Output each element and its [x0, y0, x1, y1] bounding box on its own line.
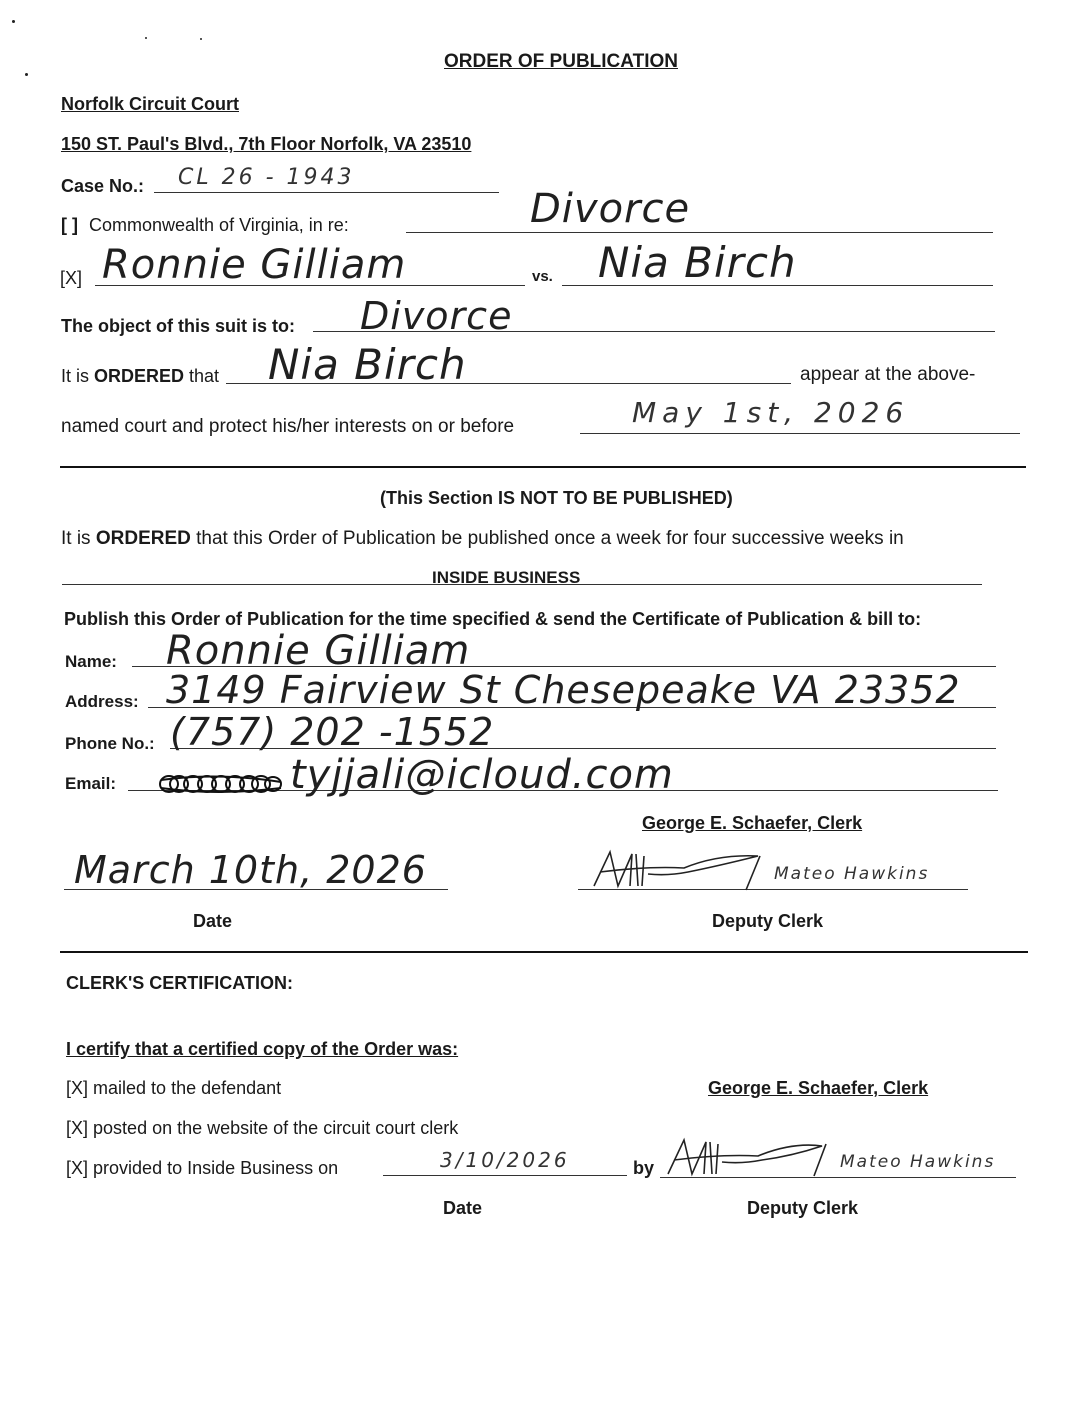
deputy-name: Mateo Hawkins — [774, 864, 930, 884]
checkbox-mailed[interactable]: [X] — [66, 1078, 89, 1098]
certify-text: I certify that a certified copy of the Order was: — [66, 1039, 459, 1059]
commonwealth-line — [406, 232, 993, 233]
not-published-heading: (This Section IS NOT TO BE PUBLISHED) — [380, 488, 733, 508]
case-number-line — [154, 192, 499, 193]
commonwealth-checkbox[interactable] — [61, 215, 78, 236]
scribbled-out-mark — [157, 770, 287, 798]
case-number-label: Case No.: — [61, 176, 145, 196]
commonwealth-checkbox-mark: [ ] — [61, 215, 78, 235]
address-value[interactable]: 3149 Fairview St Chesepeake VA 23352 — [166, 668, 961, 712]
certification-deputy-name: Mateo Hawkins — [840, 1152, 996, 1172]
deputy-signature — [588, 846, 768, 894]
provided-date-line — [383, 1175, 627, 1176]
appear-text: appear at the above- — [800, 364, 976, 385]
name-label: Name: — [65, 652, 117, 671]
named-court-text: named court and protect his/her interests on or before — [61, 416, 515, 437]
commonwealth-value[interactable]: Divorce — [530, 186, 691, 232]
certify-item-posted[interactable] — [66, 1118, 458, 1139]
certification-deputy-label: Deputy Clerk — [747, 1198, 859, 1218]
ordered-sentence: It is ORDERED that — [61, 366, 220, 386]
certification-divider — [60, 951, 1028, 953]
email-value[interactable]: tyjjali@icloud.com — [290, 752, 674, 798]
provided-date[interactable]: 3/10/2026 — [440, 1148, 570, 1172]
object-value[interactable]: Divorce — [360, 294, 513, 338]
certification-clerk-name: George E. Schaefer, Clerk — [708, 1078, 929, 1098]
certify-item-posted-label: posted on the website of the circuit court clerk — [93, 1118, 459, 1138]
appear-date[interactable]: May 1st, 2026 — [632, 396, 910, 429]
scan-speck — [25, 73, 28, 76]
certify-item-provided[interactable] — [66, 1158, 338, 1179]
scan-speck — [200, 38, 202, 40]
by-label: by — [633, 1158, 655, 1178]
certification-heading: CLERK'S CERTIFICATION: — [66, 973, 293, 993]
scan-speck — [12, 20, 15, 23]
address-label: Address: — [65, 692, 139, 711]
party-checkbox-mark: [X] — [60, 268, 83, 288]
commonwealth-label: Commonwealth of Virginia, in re: — [89, 215, 349, 235]
name-value[interactable]: Ronnie Gilliam — [166, 628, 471, 674]
court-name: Norfolk Circuit Court — [61, 94, 239, 114]
deputy-clerk-label: Deputy Clerk — [712, 911, 824, 931]
section-divider — [60, 466, 1026, 468]
publish-instruction: Publish this Order of Publication for the time specified & send the Certificate of Publication & bill to: — [64, 609, 922, 629]
phone-value[interactable]: (757) 202 -1552 — [170, 710, 495, 754]
date-label: Date — [193, 911, 233, 931]
certify-item-provided-label: provided to Inside Business on — [93, 1158, 339, 1178]
court-address: 150 ST. Paul's Blvd., 7th Floor Norfolk, VA 23510 — [61, 134, 472, 154]
certification-signature — [662, 1134, 832, 1182]
order-date[interactable]: March 10th, 2026 — [74, 848, 427, 892]
publish-order-text: It is ORDERED that this Order of Publication be published once a week for four successive weeks in — [61, 528, 904, 549]
appear-date-line — [580, 433, 1020, 434]
checkbox-posted[interactable]: [X] — [66, 1118, 89, 1138]
email-label: Email: — [65, 774, 117, 793]
publication-name: INSIDE BUSINESS — [432, 568, 581, 587]
case-number-value[interactable]: CL 26 - 1943 — [178, 165, 355, 190]
certification-date-label: Date — [443, 1198, 483, 1218]
scan-speck — [145, 37, 147, 39]
party-checkbox[interactable] — [60, 268, 82, 289]
defendant-name[interactable]: Nia Birch — [598, 238, 797, 287]
object-label: The object of this suit is to: — [61, 316, 295, 336]
checkbox-provided[interactable]: [X] — [66, 1158, 89, 1178]
clerk-name: George E. Schaefer, Clerk — [642, 813, 863, 833]
phone-label: Phone No.: — [65, 734, 155, 753]
vs-label: vs. — [532, 268, 553, 285]
ordered-party[interactable]: Nia Birch — [268, 340, 467, 389]
certify-item-mailed-label: mailed to the defendant — [93, 1078, 282, 1098]
plaintiff-name[interactable]: Ronnie Gilliam — [102, 242, 407, 288]
document-title: ORDER OF PUBLICATION — [444, 51, 678, 72]
certify-item-mailed[interactable] — [66, 1078, 281, 1099]
